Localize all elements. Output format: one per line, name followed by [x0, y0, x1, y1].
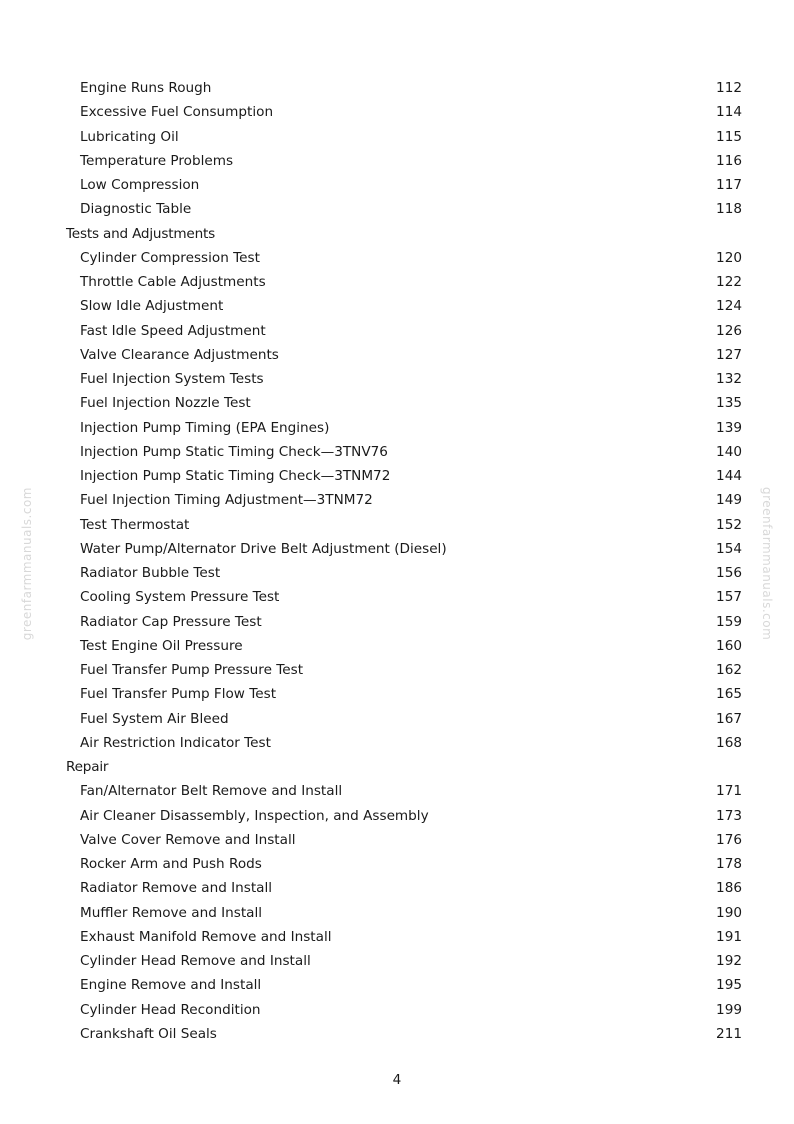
- toc-entry-label: Radiator Bubble Test: [80, 565, 221, 581]
- toc-entry-label: Fuel System Air Bleed: [80, 710, 229, 727]
- toc-entry[interactable]: [0, 367, 794, 391]
- toc-entry-label: Rocker Arm and Push Rods: [80, 856, 262, 872]
- toc-entry[interactable]: [0, 634, 794, 658]
- toc-entry-label: Diagnostic Table: [80, 201, 192, 218]
- toc-entry[interactable]: [0, 149, 794, 173]
- toc-entry[interactable]: [0, 197, 794, 221]
- page-number: 4: [392, 1072, 402, 1088]
- toc-entry[interactable]: [0, 1022, 794, 1046]
- toc-entry[interactable]: [0, 561, 794, 585]
- toc-entry-page-number: 127: [716, 346, 742, 363]
- toc-entry-label: Crankshaft Oil Seals: [80, 1025, 217, 1042]
- toc-entry-label: Cylinder Head Recondition: [80, 1001, 261, 1018]
- toc-entry-page-number: 154: [716, 540, 742, 557]
- toc-entry-label: Fuel Transfer Pump Flow Test: [80, 686, 277, 703]
- toc-entry-label: Fast Idle Speed Adjustment: [80, 322, 266, 339]
- toc-entry-label: Temperature Problems: [80, 152, 234, 169]
- toc-entry-page-number: 135: [716, 395, 742, 412]
- toc-entry-page-number: 192: [716, 953, 742, 969]
- toc-entry-label: Muffler Remove and Install: [80, 904, 263, 921]
- watermark-right: greenfarmmanuals.com: [760, 487, 774, 641]
- toc-entry-page-number: 115: [716, 128, 742, 145]
- toc-entry-page-number: 149: [716, 492, 742, 509]
- toc-section-heading: [0, 755, 794, 779]
- toc-entry-label: Cylinder Compression Test: [80, 249, 260, 266]
- toc-entry-label: Lubricating Oil: [80, 128, 179, 145]
- toc-entry-label: Engine Runs Rough: [80, 80, 212, 96]
- toc-entry-page-number: 114: [716, 104, 742, 121]
- toc-entry-page-number: 117: [716, 177, 742, 193]
- toc-entry[interactable]: [0, 125, 794, 149]
- toc-entry[interactable]: [0, 246, 794, 270]
- toc-entry-label: Fuel Transfer Pump Pressure Test: [80, 662, 304, 678]
- toc-entry-page-number: 199: [716, 1001, 742, 1018]
- toc-entry-label: Excessive Fuel Consumption: [80, 104, 274, 121]
- toc-entry-page-number: 132: [716, 371, 742, 387]
- toc-entry[interactable]: [0, 658, 794, 682]
- toc-entry-page-number: 190: [716, 904, 742, 921]
- toc-entry-page-number: 168: [716, 734, 742, 751]
- toc-entry[interactable]: [0, 876, 794, 900]
- toc-entry-page-number: 144: [716, 468, 742, 484]
- toc-entry[interactable]: [0, 731, 794, 755]
- section-heading-label: Repair: [66, 759, 109, 775]
- toc-section-heading: [0, 222, 794, 246]
- toc-entry-page-number: 167: [716, 710, 742, 727]
- toc-entry-page-number: 120: [716, 249, 742, 266]
- toc-entry-page-number: 171: [716, 783, 742, 800]
- toc-entry[interactable]: [0, 707, 794, 731]
- toc-entry-label: Air Restriction Indicator Test: [80, 734, 271, 751]
- toc-entry-label: Exhaust Manifold Remove and Install: [80, 928, 332, 945]
- toc-entry[interactable]: [0, 610, 794, 634]
- toc-entry-page-number: 176: [716, 831, 742, 848]
- toc-entry[interactable]: [0, 973, 794, 997]
- toc-entry-label: Valve Clearance Adjustments: [80, 346, 279, 363]
- toc-entry-page-number: 178: [716, 856, 742, 872]
- toc-entry-label: Injection Pump Static Timing Check—3TNM72: [80, 468, 391, 484]
- toc-entry-page-number: 118: [716, 201, 742, 218]
- toc-entry-page-number: 165: [716, 686, 742, 703]
- toc-entry-label: Test Engine Oil Pressure: [80, 637, 243, 654]
- toc-entry-label: Test Thermostat: [80, 516, 190, 533]
- toc-entry-label: Fan/Alternator Belt Remove and Install: [80, 783, 343, 800]
- toc-entry-label: Cooling System Pressure Test: [80, 589, 280, 606]
- toc-entry-page-number: 186: [716, 880, 742, 897]
- toc-entry-page-number: 112: [716, 80, 742, 96]
- toc-entry-page-number: 152: [716, 516, 742, 533]
- toc-entry-page-number: 140: [716, 443, 742, 460]
- toc-entry[interactable]: [0, 319, 794, 343]
- toc-entry[interactable]: [0, 998, 794, 1022]
- toc-entry[interactable]: [0, 779, 794, 803]
- toc-entry-page-number: 160: [716, 637, 742, 654]
- toc-entry-page-number: 157: [716, 589, 742, 606]
- toc-entry-page-number: 195: [716, 977, 742, 994]
- toc-entry[interactable]: [0, 270, 794, 294]
- toc-entry-label: Throttle Cable Adjustments: [80, 274, 266, 290]
- toc-entry[interactable]: [0, 464, 794, 488]
- toc-entry-label: Fuel Injection Timing Adjustment—3TNM72: [80, 492, 373, 509]
- toc-entry[interactable]: [0, 925, 794, 949]
- toc-entry-page-number: 124: [716, 298, 742, 315]
- toc-entry-page-number: 139: [716, 419, 742, 436]
- toc-entry-page-number: 173: [716, 807, 742, 824]
- toc-entry[interactable]: [0, 828, 794, 852]
- toc-entry-page-number: 156: [716, 565, 742, 581]
- toc-entry-page-number: 122: [716, 274, 742, 290]
- watermark-left: greenfarmmanuals.com: [20, 487, 34, 641]
- toc-entry[interactable]: [0, 76, 794, 100]
- toc-entry[interactable]: [0, 294, 794, 318]
- section-heading-label: Tests and Adjustments: [66, 225, 215, 242]
- toc-entry[interactable]: [0, 537, 794, 561]
- toc-entry[interactable]: [0, 513, 794, 537]
- toc-entry[interactable]: [0, 804, 794, 828]
- toc-entry-page-number: 162: [716, 662, 742, 678]
- toc-entry-label: Air Cleaner Disassembly, Inspection, and Assembly: [80, 807, 429, 824]
- toc-entry-label: Fuel Injection Nozzle Test: [80, 395, 251, 412]
- toc-entry-label: Low Compression: [80, 177, 200, 193]
- toc-entry-label: Injection Pump Timing (EPA Engines): [80, 419, 330, 436]
- toc-entry[interactable]: [0, 440, 794, 464]
- toc-entry[interactable]: [0, 585, 794, 609]
- toc-entry[interactable]: [0, 852, 794, 876]
- toc-entry-label: Water Pump/Alternator Drive Belt Adjustment (Diesel): [80, 540, 447, 557]
- toc-entry-label: Engine Remove and Install: [80, 977, 262, 994]
- toc-entry[interactable]: [0, 173, 794, 197]
- toc-entry[interactable]: [0, 488, 794, 512]
- toc-entry-label: Cylinder Head Remove and Install: [80, 953, 311, 969]
- table-of-contents: [0, 76, 794, 1046]
- toc-entry-page-number: 116: [716, 152, 742, 169]
- toc-entry-label: Radiator Cap Pressure Test: [80, 613, 262, 630]
- toc-entry-label: Valve Cover Remove and Install: [80, 831, 296, 848]
- toc-entry-label: Slow Idle Adjustment: [80, 298, 224, 315]
- toc-entry[interactable]: [0, 391, 794, 415]
- toc-entry[interactable]: [0, 343, 794, 367]
- toc-entry-page-number: 211: [716, 1025, 742, 1042]
- toc-entry-label: Radiator Remove and Install: [80, 880, 273, 897]
- toc-entry[interactable]: [0, 416, 794, 440]
- toc-entry-page-number: 159: [716, 613, 742, 630]
- toc-entry-page-number: 126: [716, 322, 742, 339]
- toc-entry[interactable]: [0, 901, 794, 925]
- toc-entry[interactable]: [0, 100, 794, 124]
- toc-entry[interactable]: [0, 682, 794, 706]
- toc-entry-label: Fuel Injection System Tests: [80, 371, 264, 387]
- toc-entry[interactable]: [0, 949, 794, 973]
- toc-entry-label: Injection Pump Static Timing Check—3TNV76: [80, 443, 388, 460]
- toc-entry-page-number: 191: [716, 928, 742, 945]
